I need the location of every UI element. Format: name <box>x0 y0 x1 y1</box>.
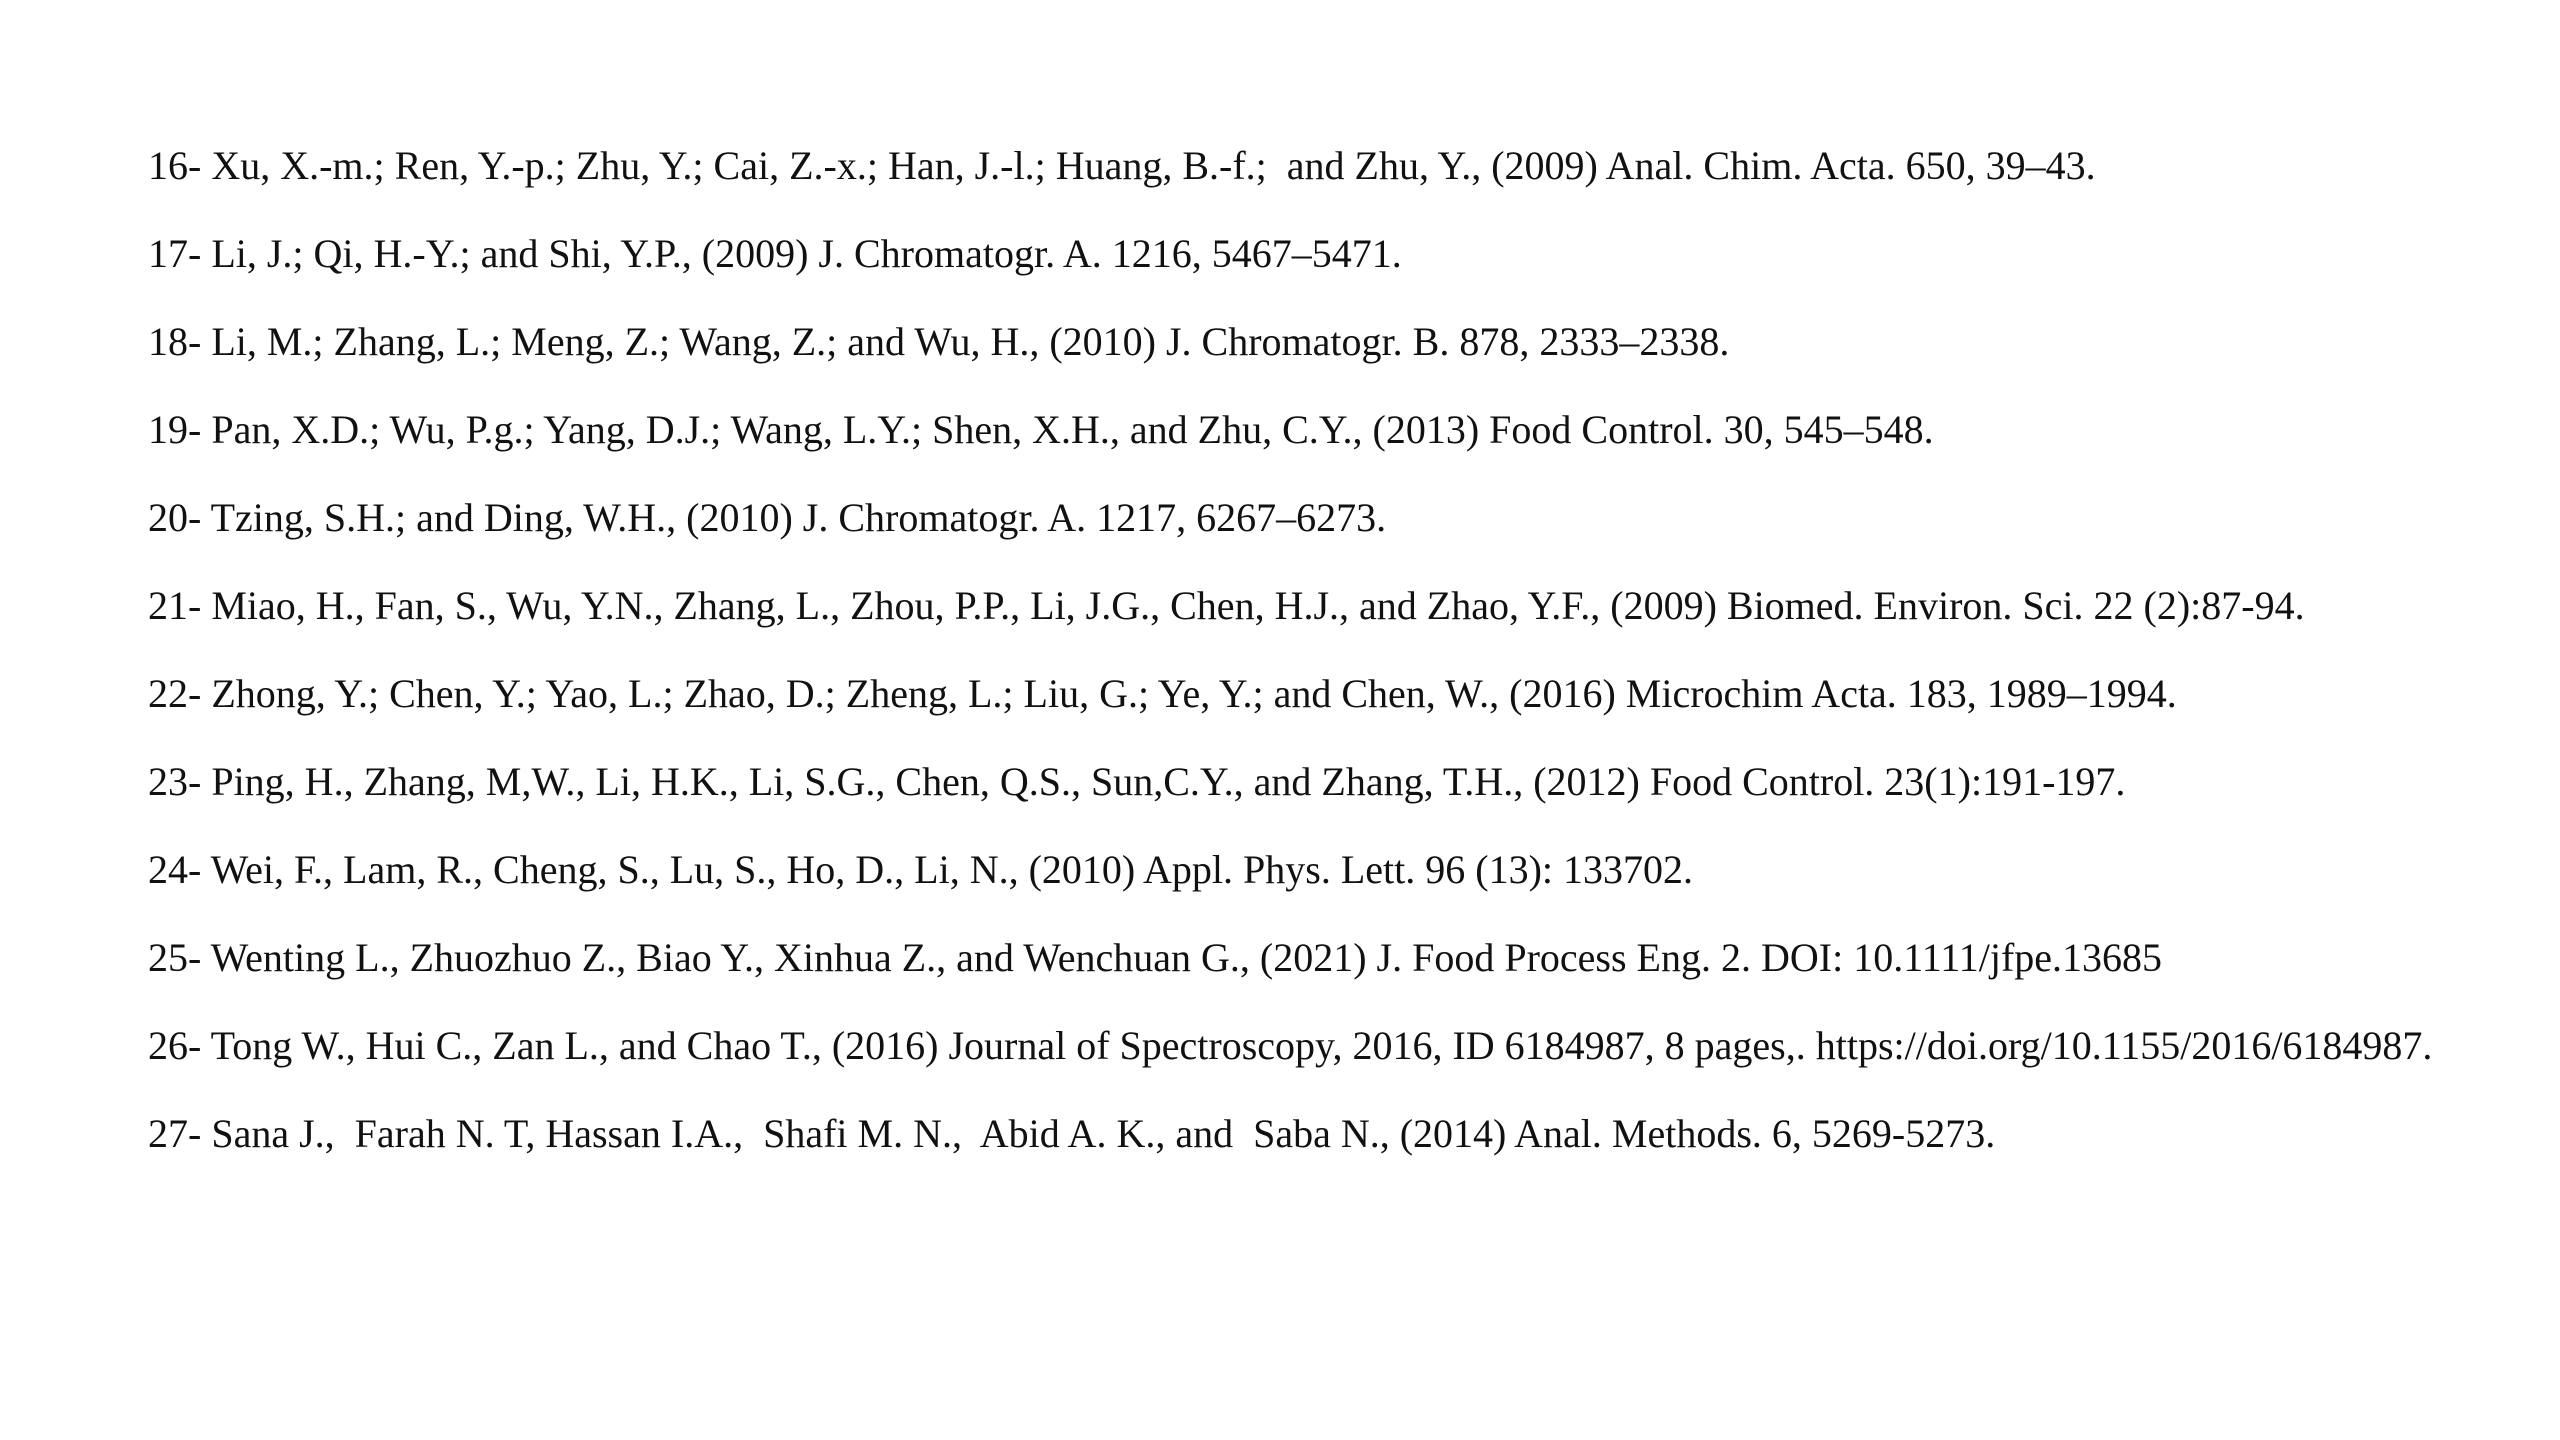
reference-item-17: 17- Li, J.; Qi, H.-Y.; and Shi, Y.P., (2009) J. Chromatogr. A. 1216, 5467–5471. <box>148 231 1402 276</box>
reference-item-26: 26- Tong W., Hui C., Zan L., and Chao T., (2016) Journal of Spectroscopy, 2016, ID 6184987, 8 pages,. https://doi.org/10.1155/2016/6184987. <box>148 1023 2433 1068</box>
reference-item-20: 20- Tzing, S.H.; and Ding, W.H., (2010) J. Chromatogr. A. 1217, 6267–6273. <box>148 495 1387 540</box>
reference-item-24: 24- Wei, F., Lam, R., Cheng, S., Lu, S., Ho, D., Li, N., (2010) Appl. Phys. Lett. 96 (13): 133702. <box>148 847 1694 892</box>
reference-list <box>148 127 2448 1183</box>
reference-item-22: 22- Zhong, Y.; Chen, Y.; Yao, L.; Zhao, D.; Zheng, L.; Liu, G.; Ye, Y.; and Chen, W., (2016) Microchim Acta. 183, 1989–1994. <box>148 671 2177 716</box>
reference-item-19: 19- Pan, X.D.; Wu, P.g.; Yang, D.J.; Wang, L.Y.; Shen, X.H., and Zhu, C.Y., (2013) Food Control. 30, 545–548. <box>148 407 1934 452</box>
reference-item-25: 25- Wenting L., Zhuozhuo Z., Biao Y., Xinhua Z., and Wenchuan G., (2021) J. Food Process Eng. 2. DOI: 10.1111/jfpe.13685 <box>148 935 2163 980</box>
reference-item-23: 23- Ping, H., Zhang, M,W., Li, H.K., Li, S.G., Chen, Q.S., Sun,C.Y., and Zhang, T.H., (2012) Food Control. 23(1):191-197. <box>148 759 2126 804</box>
reference-item-27: 27- Sana J., Farah N. T, Hassan I.A., Shafi M. N., Abid A. K., and Saba N., (2014) Anal. Methods. 6, 5269-5273. <box>148 1111 1996 1156</box>
reference-item-16: 16- Xu, X.-m.; Ren, Y.-p.; Zhu, Y.; Cai, Z.-x.; Han, J.-l.; Huang, B.-f.; and Zhu, Y., (2009) Anal. Chim. Acta. 650, 39–43. <box>148 143 2096 188</box>
reference-item-18: 18- Li, M.; Zhang, L.; Meng, Z.; Wang, Z.; and Wu, H., (2010) J. Chromatogr. B. 878, 2333–2338. <box>148 319 1730 364</box>
reference-item-21: 21- Miao, H., Fan, S., Wu, Y.N., Zhang, L., Zhou, P.P., Li, J.G., Chen, H.J., and Zhao, Y.F., (2009) Biomed. Environ. Sci. 22 (2):87-94. <box>148 583 2305 628</box>
